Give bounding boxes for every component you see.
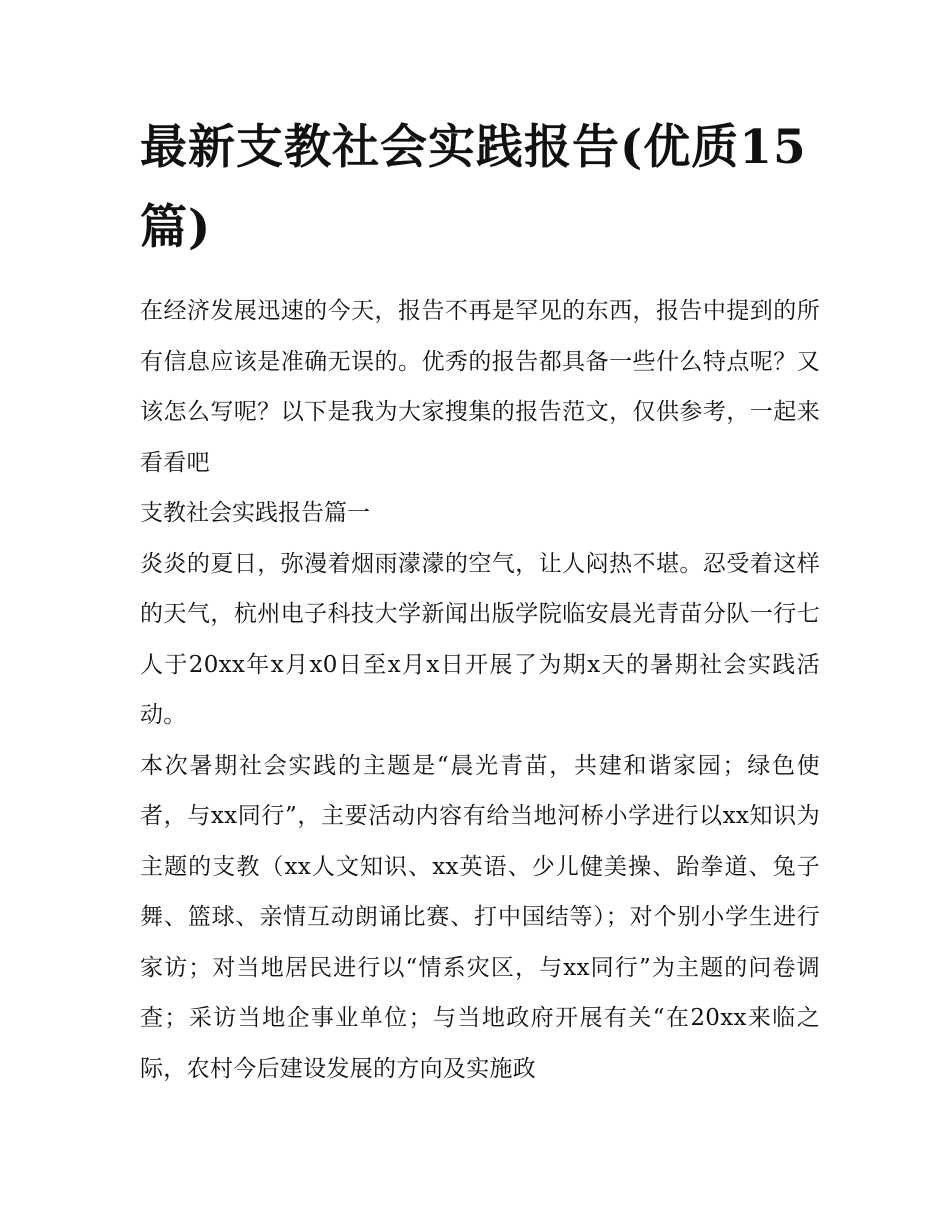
- document-title: 最新支教社会实践报告(优质15篇): [140, 120, 807, 255]
- document-body: [140, 108, 820, 1094]
- body-paragraph-2: 本次暑期社会实践的主题是“晨光青苗，共建和谐家园；绿色使者，与xx同行”，主要活动内容有给当地河桥小学进行以xx知识为主题的支教（xx人文知识、xx英语、少儿健美操、跆拳道、兔子舞、篮球、亲情互动朗诵比赛、打中国结等）；对个别小学生进行家访；对当地居民进行以“情系灾区，与xx同行”为主题的问卷调查；采访当地企事业单位；与当地政府开展有关“在20xx来临之际，农村今后建设发展的方向及实施政: [140, 752, 820, 1082]
- intro-paragraph: 在经济发展迅速的今天，报告不再是罕见的东西，报告中提到的所有信息应该是准确无误的。优秀的报告都具备一些什么特点呢？又该怎么写呢？以下是我为大家搜集的报告范文，仅供参考，一起来看看吧: [140, 298, 820, 476]
- section-heading: 支教社会实践报告篇一: [140, 500, 370, 526]
- body-paragraph-1: 炎炎的夏日，弥漫着烟雨濛濛的空气，让人闷热不堪。忍受着这样的天气，杭州电子科技大学新闻出版学院临安晨光青苗分队一行七人于20xx年x月x0日至x月x日开展了为期x天的暑期社会实践活动。: [140, 550, 820, 728]
